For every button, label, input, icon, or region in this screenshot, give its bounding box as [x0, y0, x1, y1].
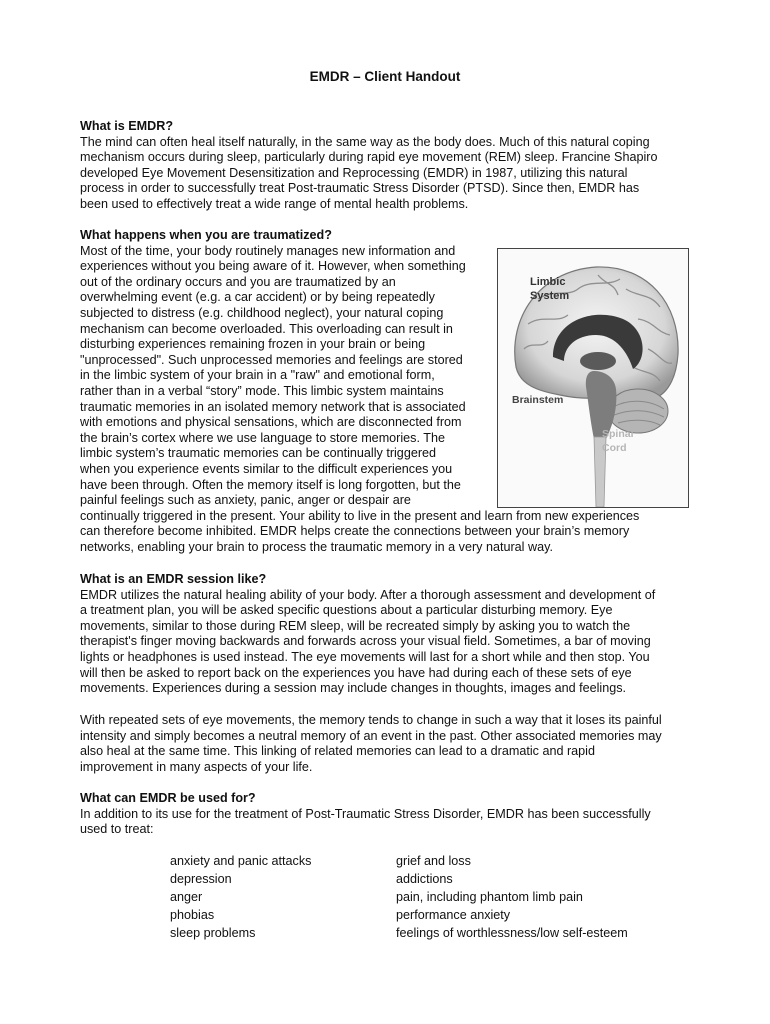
paragraph-line: will then be asked to report back on the experiences you have had during each of these sets of eye	[80, 665, 632, 680]
paragraph-line: in the limbic system of your brain in a "raw" and emotional form,	[80, 368, 435, 383]
paragraph-line: developed Eye Movement Desensitization and Reprocessing (EMDR) in 1987, utilizing this natural	[80, 165, 628, 180]
label-limbic: Limbic	[530, 276, 566, 288]
paragraph-line: therapist's finger moving backwards and forwards across your visual field. Sometimes, a bar of moving	[80, 634, 651, 649]
section-heading: What happens when you are traumatized?	[80, 228, 332, 242]
section-what-is-emdr	[80, 119, 657, 213]
section-heading: What is an EMDR session like?	[80, 572, 267, 586]
list-item: grief and loss	[396, 854, 471, 868]
paragraph-line: been used to effectively treat a wide range of mental health problems.	[80, 196, 469, 211]
label-cord: Cord	[602, 442, 627, 454]
paragraph-line: the brain’s cortex where we use language to store memories. The	[80, 430, 445, 445]
paragraph-line: experiences without you being aware of it. However, when something	[80, 259, 466, 274]
paragraph-line: The mind can often heal itself naturally, in the same way as the body does. Much of this natural coping	[80, 134, 650, 149]
section-heading: What can EMDR be used for?	[80, 791, 256, 805]
paragraph-line: continually triggered in the present. Your ability to live in the present and learn from new experiences	[80, 508, 640, 523]
paragraph-line: movements. Experiences during a session may include changes in thoughts, images and feelings.	[80, 681, 627, 696]
brain-illustration	[498, 249, 688, 507]
list-item: performance anxiety	[396, 908, 511, 922]
list-item: pain, including phantom limb pain	[396, 890, 583, 904]
paragraph-line: process in order to successfully treat Post-traumatic Stress Disorder (PTSD). Since then, EMDR has	[80, 181, 640, 196]
paragraph-line: disturbing experiences remaining frozen in your brain or being	[80, 337, 426, 352]
brain-diagram	[497, 248, 689, 508]
list-item: phobias	[170, 908, 215, 922]
paragraph-line: mechanism can become overloaded. This overloading can result in	[80, 321, 453, 336]
paragraph-line: improvement in many aspects of your life.	[80, 759, 313, 774]
paragraph-line: overwhelming event (e.g. a car accident) or by being repeatedly	[80, 290, 435, 305]
paragraph-line: rather than in a verbal “story” mode. This limbic system maintains	[80, 383, 444, 398]
list-item: anger	[170, 890, 203, 904]
paragraph-line: limbic system’s traumatic memories can be continually triggered	[80, 446, 437, 461]
list-item: depression	[170, 872, 232, 886]
paragraph-line: when you experience events similar to the difficult experiences you	[80, 461, 453, 476]
section-uses	[80, 791, 651, 838]
page-title: EMDR – Client Handout	[309, 69, 461, 84]
section-session	[80, 572, 655, 697]
paragraph-line: subjected to distress (e.g. childhood neglect), your natural coping	[80, 305, 444, 320]
list-item: feelings of worthlessness/low self-esteem	[396, 926, 628, 940]
paragraph-line: out of the ordinary occurs and you are traumatized by an	[80, 274, 396, 289]
paragraph-line: have been through. Often the memory itself is long forgotten, but the	[80, 477, 461, 492]
paragraph-line: can therefore become inhibited. EMDR helps create the connections between your brain’s memory	[80, 524, 630, 539]
paragraph-line: networks, enabling your brain to process the traumatic memory in a very natural way.	[80, 539, 553, 554]
section-session-paragraph-2	[80, 713, 662, 775]
paragraph-line: with emotions and physical sensations, which are disconnected from	[80, 415, 462, 430]
thalamus-shape	[580, 352, 616, 370]
paragraph-line: painful feelings such as anxiety, panic, anger or despair are	[80, 493, 411, 508]
list-item: sleep problems	[170, 926, 256, 940]
conditions-list-right	[396, 852, 628, 942]
paragraph-line: used to treat:	[80, 822, 154, 837]
label-brainstem: Brainstem	[512, 394, 564, 406]
paragraph-line: Most of the time, your body routinely manages new information and	[80, 243, 456, 258]
paragraph-line: lights or headphones is used instead. The eye movements will last for a short while and then stop. You	[80, 649, 650, 664]
list-item: anxiety and panic attacks	[170, 854, 312, 868]
paragraph-line: With repeated sets of eye movements, the memory tends to change in such a way that it loses its painful	[80, 713, 662, 727]
label-system: System	[530, 290, 570, 302]
paragraph-line: In addition to its use for the treatment of Post-Traumatic Stress Disorder, EMDR has been successfully	[80, 806, 651, 821]
paragraph-line: traumatic memories in an isolated memory network that is associated	[80, 399, 466, 414]
paragraph-line: a treatment plan, you will be asked specific questions about a particular disturbing memory. Eye	[80, 603, 613, 618]
conditions-list-left	[170, 852, 311, 942]
list-item: addictions	[396, 872, 453, 886]
section-heading: What is EMDR?	[80, 119, 174, 133]
paragraph-line: EMDR utilizes the natural healing ability of your body. After a thorough assessment and development of	[80, 587, 656, 602]
paragraph-line: mechanism occurs during sleep, particularly during rapid eye movement (REM) sleep. Francine Shapiro	[80, 150, 658, 165]
paragraph-line: movements, similar to those during REM sleep, will be recreated simply by asking you to watch the	[80, 618, 631, 633]
label-spinal: Spinal	[602, 428, 634, 440]
paragraph-line: intensity and simply becomes a neutral memory of an event in the past. Other associated memories may	[80, 728, 662, 743]
paragraph-line: also heal at the same time. This linking of related memories can lead to a dramatic and rapid	[80, 744, 595, 759]
paragraph-line: "unprocessed". Such unprocessed memories and feelings are stored	[80, 352, 463, 367]
